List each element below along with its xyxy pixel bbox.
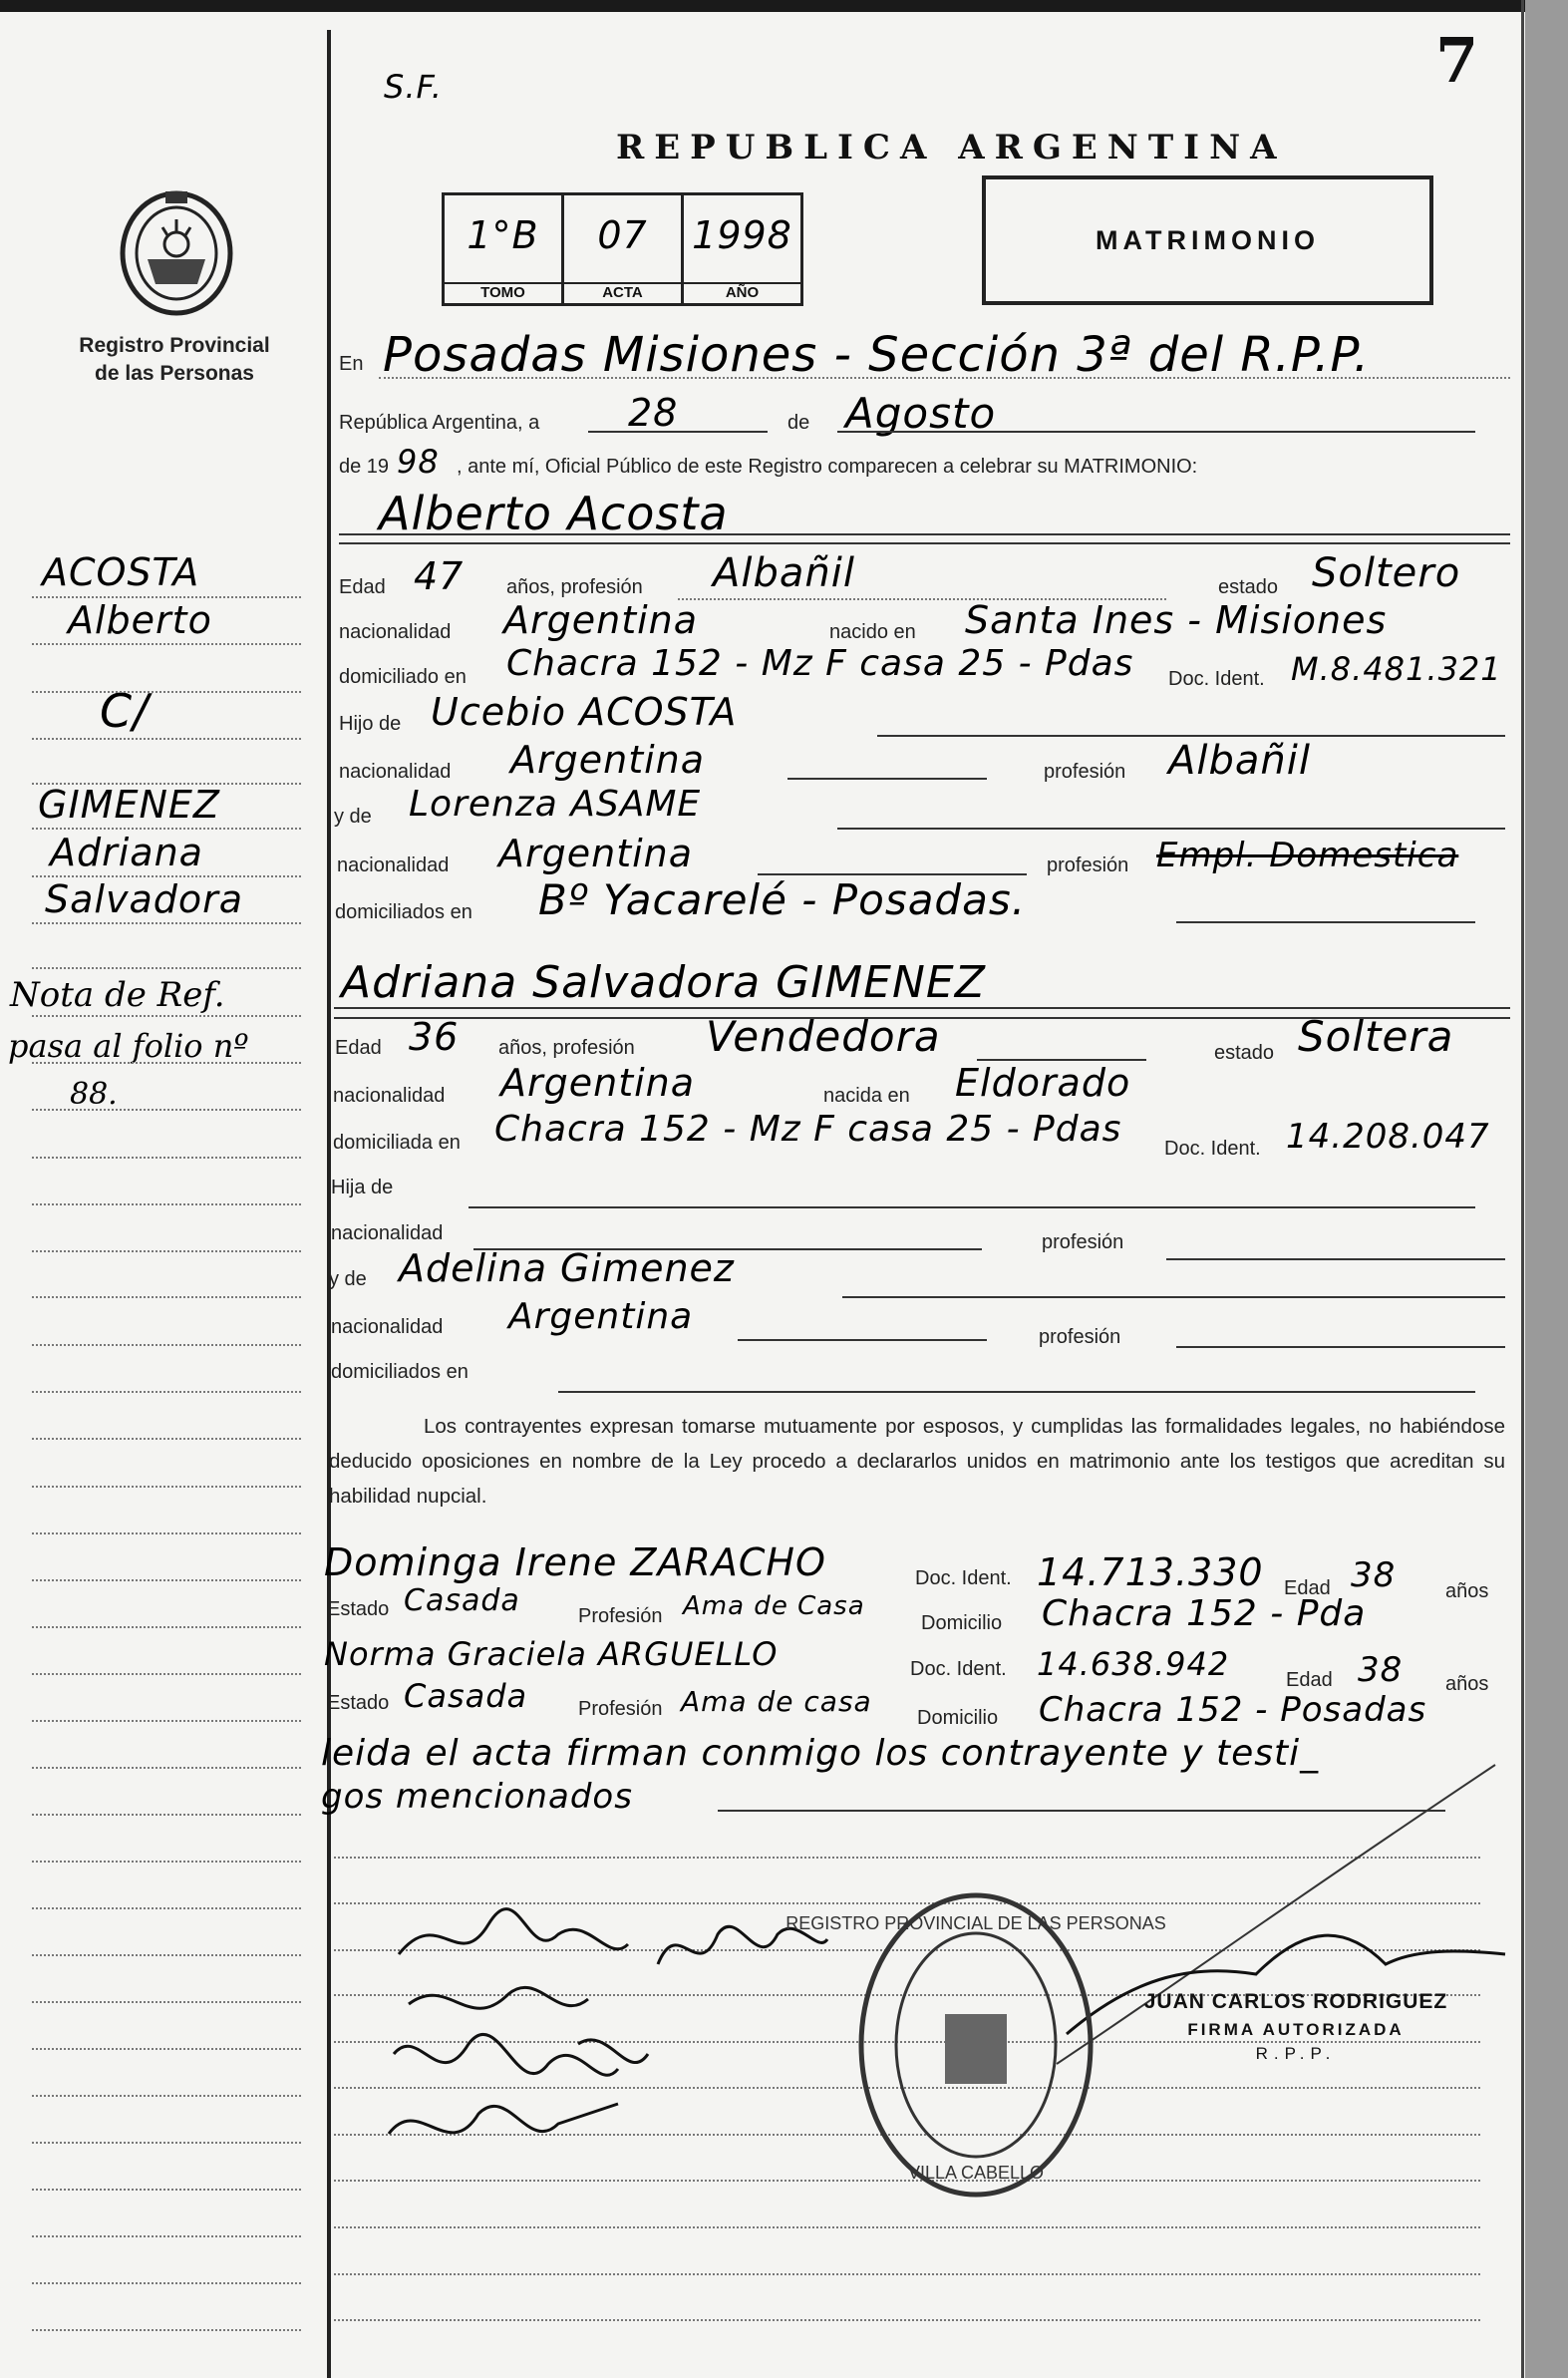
bride-mother-nationality: Argentina [508,1296,694,1337]
official-name: JUAN CARLOS RODRIGUEZ [1143,1990,1448,2013]
margin-connector: C/ [100,684,150,738]
bride-father-nat-label: nacionalidad [331,1222,444,1244]
bride-dom-label: domiciliada en [333,1132,461,1154]
en-label: En [339,353,364,375]
page-number: 7 [1435,24,1479,97]
bride-mother: Adelina Gimenez [399,1246,735,1290]
bride-mother-prof-label: profesión [1039,1326,1121,1348]
day-value: 28 [628,391,679,435]
bride-parents-dom-label: domiciliados en [331,1361,469,1383]
bride-nacida-label: nacida en [823,1085,910,1107]
official-office: R.P.P. [1255,2044,1337,2063]
scan-top-edge [0,0,1535,12]
registry-name-line2: de las Personas [95,362,254,385]
witness2-address: Chacra 152 - Posadas [1039,1690,1427,1730]
margin-surname-2: GIMENEZ [38,783,220,827]
witness1-edad-label: Edad [1284,1577,1331,1599]
page-edge-line [1521,0,1524,2378]
document-type: MATRIMONIO [1096,224,1320,255]
margin-surname-1: ACOSTA [42,550,200,594]
closing-line2: gos mencionados [321,1777,633,1817]
bride-father-prof-label: profesión [1042,1231,1124,1253]
tomo-cell [445,195,564,303]
republica-label: República Argentina, a [339,412,540,434]
de-label: de [787,412,810,434]
witness2-edad-label: Edad [1286,1669,1333,1691]
witness2-doc: 14.638.942 [1037,1645,1230,1683]
official-role: FIRMA AUTORIZADA [1187,2020,1405,2039]
bride-profesion-label: años, profesión [498,1037,635,1059]
witness1-doc: 14.713.330 [1037,1550,1264,1594]
registry-stamp-icon [785,1889,1166,2201]
groom-nationality: Argentina [503,598,699,642]
bride-birthplace: Eldorado [955,1061,1131,1105]
tomo-value: 1°B [467,213,539,257]
groom-mother-profession: Empl. Domestica [1156,836,1459,875]
witness1-estado: Casada [404,1583,520,1618]
tomo-label: TOMO [445,282,561,301]
witness1-dom-label: Domicilio [921,1612,1003,1634]
scan-right-edge [1525,0,1568,2378]
witness1-doc-label: Doc. Ident. [915,1567,1012,1589]
witness2-name: Norma Graciela ARGUELLO [324,1635,779,1673]
groom-address: Chacra 152 - Mz F casa 25 - Pdas [506,643,1134,684]
declaration-text: Los contrayentes expresan tomarse mutuamente por esposos, y cumplidas las formalidades legales, no habiéndose deducido oposiciones en nombre de la Ley procedo a declararlos unidos en matrimonio ante los testigos que acreditan su habilidad nupcial. [329,1415,1505,1508]
witness1-prof-label: Profesión [578,1605,663,1627]
witness2-prof-label: Profesión [578,1698,663,1720]
witness1-estado-label: Estado [327,1598,390,1620]
groom-mother: Lorenza ASAME [409,784,702,825]
groom-estado-label: estado [1218,576,1279,598]
groom-birthplace: Santa Ines - Misiones [965,598,1388,642]
witness2-doc-label: Doc. Ident. [910,1658,1007,1680]
groom-yde-label: y de [334,806,372,828]
witness1-age: 38 [1351,1555,1397,1595]
groom-full-name: Alberto Acosta [379,487,729,540]
groom-age: 47 [414,554,465,598]
groom-nat-label: nacionalidad [339,621,452,643]
groom-mother-nat-label: nacionalidad [337,854,450,876]
margin-name-2b: Salvadora [45,877,244,921]
bride-full-name: Adriana Salvadora GIMENEZ [341,957,986,1008]
bride-nationality: Argentina [500,1061,696,1105]
bride-doc: 14.208.047 [1286,1117,1490,1157]
bride-address: Chacra 152 - Mz F casa 25 - Pdas [494,1109,1122,1150]
bride-edad-label: Edad [335,1037,382,1059]
groom-father-profession: Albañil [1168,738,1311,784]
witness2-estado-label: Estado [327,1692,390,1714]
groom-estado: Soltero [1312,550,1461,596]
groom-father-nat-label: nacionalidad [339,761,452,783]
witness1-anos-label: años [1445,1580,1489,1602]
groom-doc: M.8.481.321 [1291,650,1502,688]
year-suffix: 98 [397,443,440,481]
registry-name-line1: Registro Provincial [79,334,270,357]
margin-name-2a: Adriana [50,831,203,874]
ano-label: AÑO [684,282,800,301]
groom-parents-dom-label: domiciliados en [335,901,472,923]
groom-profesion-label: años, profesión [506,576,643,598]
groom-edad-label: Edad [339,576,386,598]
groom-father: Ucebio ACOSTA [431,690,738,734]
groom-hijo-label: Hijo de [339,713,402,735]
groom-dom-label: domiciliado en [339,666,467,688]
groom-nacido-label: nacido en [829,621,916,643]
groom-parents-address: Bº Yacarelé - Posadas. [538,875,1027,924]
closing-line1: leida el acta firman conmigo los contrayente y testi_ [321,1733,1320,1774]
sf-mark: S.F. [384,68,443,106]
witness2-estado: Casada [404,1677,528,1715]
acta-cell [564,195,684,303]
bride-estado-label: estado [1214,1042,1275,1064]
stamp-top-text: REGISTRO PROVINCIAL DE LAS PERSONAS [785,1913,1166,1933]
groom-doc-label: Doc. Ident. [1168,668,1265,690]
margin-note-line2: pasa al folio nº [8,1027,249,1065]
authorized-signature-block [1106,1990,1485,2064]
bride-mother-nat-label: nacionalidad [331,1316,444,1338]
witness2-dom-label: Domicilio [917,1707,999,1729]
place-value: Posadas Misiones - Sección 3ª del R.P.P. [383,327,1371,383]
signatures-scribble [379,1894,837,2184]
bride-age: 36 [409,1015,460,1059]
ano-value: 1998 [692,213,792,257]
country-title: REPUBLICA ARGENTINA [616,128,1287,168]
bride-yde-label: y de [329,1268,367,1290]
margin-name-1: Alberto [68,598,212,642]
bride-nat-label: nacionalidad [333,1085,446,1107]
year-prefix: de 19 [339,456,390,478]
witness1-name: Dominga Irene ZARACHO [324,1540,826,1584]
witness2-profession: Ama de casa [681,1685,872,1718]
witness1-address: Chacra 152 - Pda [1042,1593,1367,1634]
margin-divider [327,30,331,2378]
groom-mother-prof-label: profesión [1047,854,1129,876]
stamp-bottom-text: VILLA CABELLO [907,2163,1045,2183]
month-value: Agosto [845,389,997,438]
bride-doc-label: Doc. Ident. [1164,1138,1261,1160]
ano-cell [684,195,800,303]
document-type-box [982,175,1433,305]
groom-father-prof-label: profesión [1044,761,1126,783]
groom-mother-nationality: Argentina [498,832,694,875]
record-number-box [442,192,803,306]
bride-hija-label: Hija de [331,1177,394,1198]
acta-value: 07 [597,213,648,257]
provincial-seal-icon [118,189,235,317]
margin-note-line1: Nota de Ref. [10,975,225,1015]
bride-estado: Soltera [1298,1012,1454,1061]
bride-profession: Vendedora [706,1012,941,1061]
groom-father-nationality: Argentina [510,738,706,782]
intro-rest: , ante mí, Oficial Público de este Registro comparecen a celebrar su MATRIMONIO: [457,456,1198,478]
margin-note-line3: 88. [70,1077,118,1112]
registry-name [55,332,294,388]
groom-profession: Albañil [713,550,855,596]
witness2-age: 38 [1358,1650,1404,1690]
witness1-profession: Ama de Casa [683,1591,865,1621]
acta-label: ACTA [564,282,681,301]
witness2-anos-label: años [1445,1673,1489,1695]
